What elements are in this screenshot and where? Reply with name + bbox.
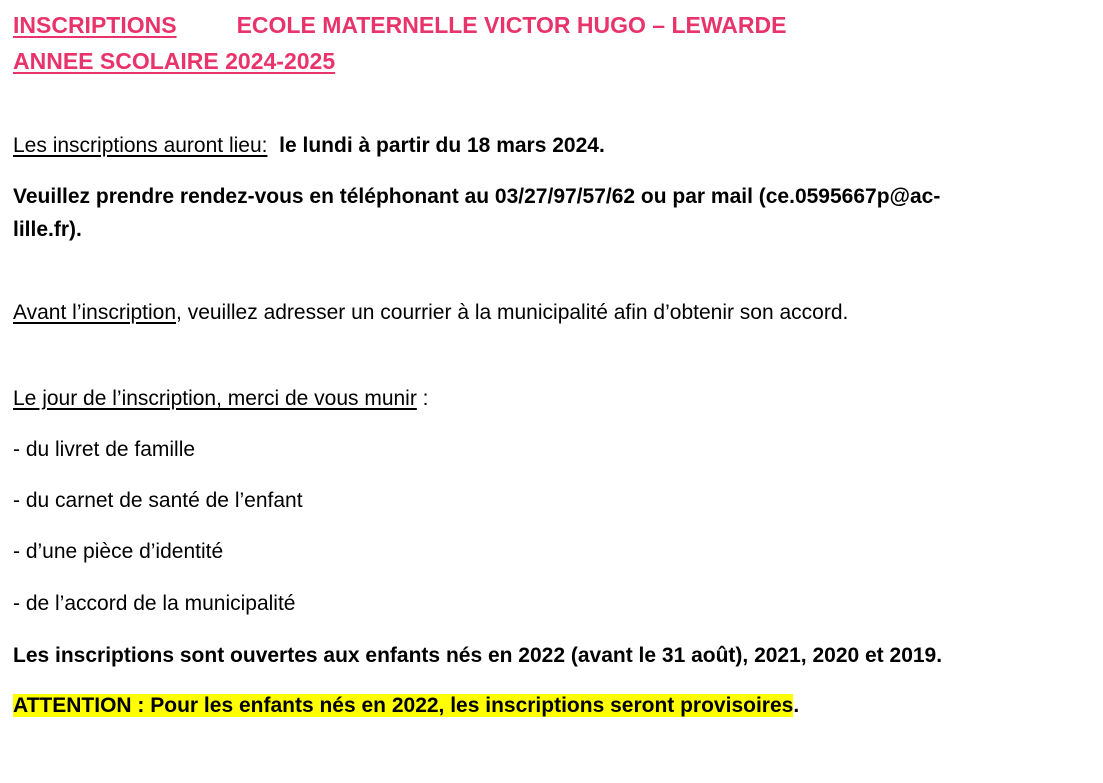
before-text: , veuillez adresser un courrier à la municipalité afin d’obtenir son accord. <box>176 301 849 324</box>
attention-line <box>13 693 799 719</box>
appointment-line-2: lille.fr). <box>13 218 82 241</box>
header-line-2 <box>13 47 335 75</box>
documents-heading <box>13 386 429 412</box>
appointment-line-1: Veuillez prendre rendez-vous en téléphonant au 03/27/97/57/62 ou par mail (ce.0595667p@ac- <box>13 185 941 208</box>
schedule-value: le lundi à partir du 18 mars 2024. <box>279 134 605 157</box>
header-line-1 <box>13 11 786 39</box>
list-item: - du livret de famille <box>13 438 196 461</box>
attention-highlight: ATTENTION : Pour les enfants nés en 2022, les inscriptions seront provisoires <box>13 694 794 717</box>
title-inscriptions: INSCRIPTIONS <box>13 12 177 38</box>
attention-period: . <box>793 694 800 717</box>
school-name: ECOLE MATERNELLE VICTOR HUGO – LEWARDE <box>236 12 787 38</box>
school-year: ANNEE SCOLAIRE 2024-2025 <box>13 48 336 74</box>
list-item: - de l’accord de la municipalité <box>13 592 296 615</box>
before-line <box>13 300 848 326</box>
documents-label: Le jour de l’inscription, merci de vous munir <box>13 387 417 410</box>
before-label: Avant l’inscription <box>13 301 177 324</box>
eligibility-line: Les inscriptions sont ouvertes aux enfants nés en 2022 (avant le 31 août), 2021, 2020 et 2019. <box>13 644 943 667</box>
schedule-line <box>13 133 605 159</box>
documents-colon: : <box>416 387 429 410</box>
schedule-label: Les inscriptions auront lieu: <box>13 134 268 157</box>
list-item: - d’une pièce d’identité <box>13 540 224 563</box>
list-item: - du carnet de santé de l’enfant <box>13 489 303 512</box>
